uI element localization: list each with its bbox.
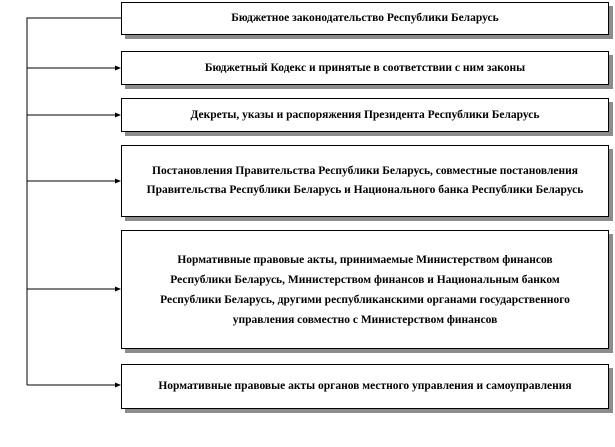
- branch-arrow-5: [27, 383, 121, 388]
- branch-arrow-3: [27, 179, 121, 184]
- branch-arrow-1: [27, 66, 121, 71]
- box-local-government-acts: [121, 364, 609, 409]
- box-ministry-of-finance-acts-text: Нормативные правовые акты, принимаемые Министерством финансов Республики Беларусь, Министерством финансов и Национальным банком Республики Беларусь, другими республиканскими органами государственного управления совместно с Министерством финансов: [160, 253, 570, 326]
- box-budget-legislation-text: Бюджетное законодательство Республики Беларусь: [231, 12, 499, 24]
- box-presidential-decrees-text: Декреты, указы и распоряжения Президента Республики Беларусь: [190, 108, 540, 121]
- box-presidential-decrees: [121, 98, 609, 132]
- box-budget-code: [121, 51, 609, 85]
- box-government-resolutions-text: Постановления Правительства Республики Беларусь, совместные постановления Правительства Республики Беларусь и Национального банка Республики Беларусь: [146, 165, 584, 196]
- box-budget-legislation: [121, 2, 609, 35]
- branch-arrow-2: [27, 113, 121, 118]
- trunk-line: [27, 18, 121, 385]
- box-local-government-acts-text: Нормативные правовые акты органов местного управления и самоуправления: [158, 380, 572, 392]
- box-ministry-of-finance-acts: [121, 230, 609, 349]
- box-budget-code-text: Бюджетный Кодекс и принятые в соответствии с ним законы: [204, 61, 526, 74]
- box-government-resolutions: [121, 145, 609, 217]
- branch-arrow-4: [27, 287, 121, 292]
